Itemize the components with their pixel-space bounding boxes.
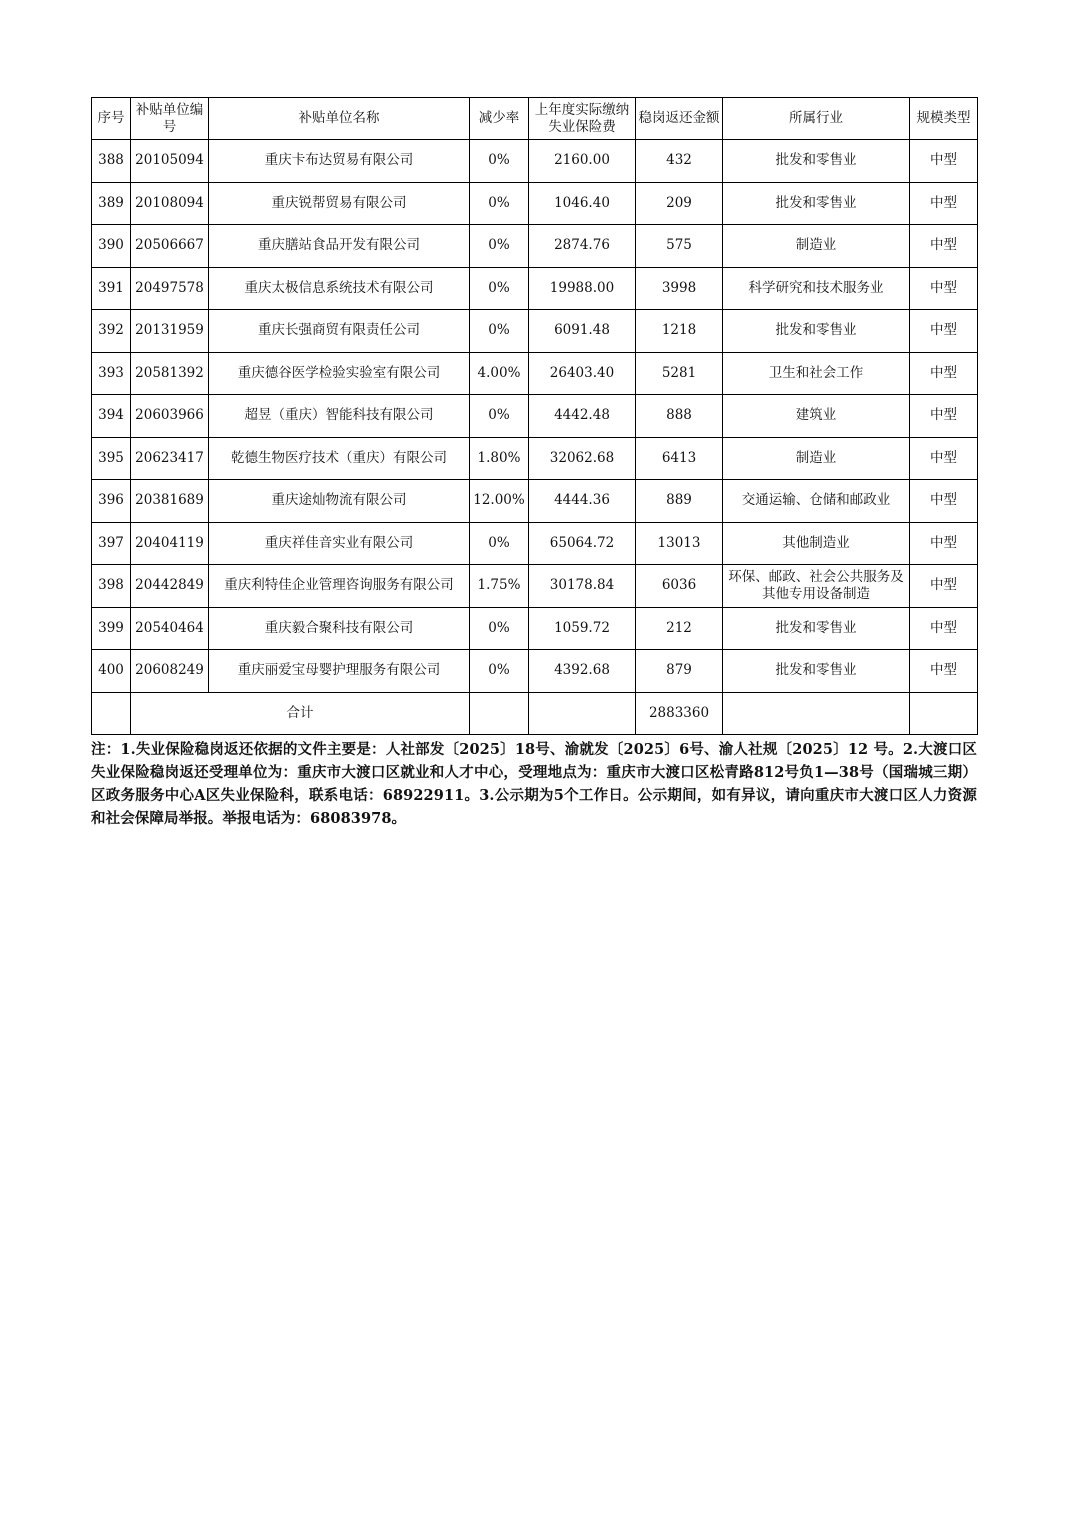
cell-scale: 中型 — [910, 395, 978, 438]
cell-name: 重庆膳站食品开发有限公司 — [209, 225, 470, 268]
table-row — [92, 310, 978, 353]
cell-scale: 中型 — [910, 225, 978, 268]
table-row — [92, 437, 978, 480]
table-row — [92, 140, 978, 183]
cell-code: 20131959 — [131, 310, 209, 353]
cell-industry: 卫生和社会工作 — [723, 352, 910, 395]
cell-name: 重庆利特佳企业管理咨询服务有限公司 — [209, 565, 470, 608]
cell-fee: 2874.76 — [529, 225, 636, 268]
cell-fee: 32062.68 — [529, 437, 636, 480]
header-amount: 稳岗返还金额 — [636, 98, 723, 140]
cell-scale: 中型 — [910, 480, 978, 523]
cell-seq: 390 — [92, 225, 131, 268]
cell-amount: 879 — [636, 650, 723, 693]
cell-industry: 其他制造业 — [723, 522, 910, 565]
table-row — [92, 225, 978, 268]
footnote: 注：1.失业保险稳岗返还依据的文件主要是：人社部发〔2025〕18号、渝就发〔2025〕6号、渝人社规〔2025〕12 号。2.大渡口区失业保险稳岗返还受理单位为：重庆市大渡口区就业和人才中心，受理地点为：重庆市大渡口区松青路812号负1—38号（国瑞城三期）区政务服务中心A区失业保险科，联系电话：68922911。3.公示期为5个工作日。公示期间，如有异议，请向重庆市大渡口区人力资源和社会保障局举报。举报电话为：68083978。 — [91, 741, 977, 827]
table-row — [92, 607, 978, 650]
cell-name: 重庆卡布达贸易有限公司 — [209, 140, 470, 183]
cell-fee: 4444.36 — [529, 480, 636, 523]
cell-amount: 6413 — [636, 437, 723, 480]
header-fee: 上年度实际缴纳失业保险费 — [529, 98, 636, 140]
table-row — [92, 565, 978, 608]
cell-fee: 6091.48 — [529, 310, 636, 353]
cell-code: 20442849 — [131, 565, 209, 608]
cell-scale: 中型 — [910, 182, 978, 225]
cell-seq: 396 — [92, 480, 131, 523]
cell-industry: 批发和零售业 — [723, 140, 910, 183]
cell-industry: 批发和零售业 — [723, 650, 910, 693]
cell-industry: 环保、邮政、社会公共服务及其他专用设备制造 — [723, 565, 910, 608]
cell-amount: 3998 — [636, 267, 723, 310]
cell-fee: 19988.00 — [529, 267, 636, 310]
cell-name: 重庆德谷医学检验实验室有限公司 — [209, 352, 470, 395]
cell-code: 20608249 — [131, 650, 209, 693]
cell-industry: 制造业 — [723, 225, 910, 268]
cell-code: 20108094 — [131, 182, 209, 225]
cell-code: 20381689 — [131, 480, 209, 523]
cell-name: 超昱（重庆）智能科技有限公司 — [209, 395, 470, 438]
cell-code: 20540464 — [131, 607, 209, 650]
cell-seq: 398 — [92, 565, 131, 608]
cell-seq: 395 — [92, 437, 131, 480]
cell-seq: 399 — [92, 607, 131, 650]
cell-seq: 388 — [92, 140, 131, 183]
cell-name: 重庆丽爱宝母婴护理服务有限公司 — [209, 650, 470, 693]
cell-fee: 26403.40 — [529, 352, 636, 395]
cell-fee: 30178.84 — [529, 565, 636, 608]
cell-seq: 389 — [92, 182, 131, 225]
cell-fee: 65064.72 — [529, 522, 636, 565]
cell-scale: 中型 — [910, 437, 978, 480]
cell-code: 20623417 — [131, 437, 209, 480]
header-scale: 规模类型 — [910, 98, 978, 140]
cell-rate: 0% — [470, 395, 529, 438]
cell-seq: 392 — [92, 310, 131, 353]
cell-name: 重庆锐帮贸易有限公司 — [209, 182, 470, 225]
cell-seq: 397 — [92, 522, 131, 565]
cell-name: 重庆途灿物流有限公司 — [209, 480, 470, 523]
header-rate: 减少率 — [470, 98, 529, 140]
cell-fee: 4392.68 — [529, 650, 636, 693]
cell-scale: 中型 — [910, 310, 978, 353]
cell-seq: 400 — [92, 650, 131, 693]
cell-name: 重庆长强商贸有限责任公司 — [209, 310, 470, 353]
cell-name: 重庆太极信息系统技术有限公司 — [209, 267, 470, 310]
total-label: 合计 — [131, 692, 470, 735]
cell-fee: 4442.48 — [529, 395, 636, 438]
table-header-row — [92, 98, 978, 140]
cell-fee: 2160.00 — [529, 140, 636, 183]
cell-scale: 中型 — [910, 522, 978, 565]
subsidy-table — [91, 97, 978, 735]
cell-industry: 批发和零售业 — [723, 310, 910, 353]
total-empty-cell — [723, 692, 910, 735]
cell-amount: 432 — [636, 140, 723, 183]
cell-scale: 中型 — [910, 607, 978, 650]
cell-scale: 中型 — [910, 352, 978, 395]
cell-code: 20603966 — [131, 395, 209, 438]
table-row — [92, 480, 978, 523]
cell-rate: 0% — [470, 267, 529, 310]
cell-rate: 4.00% — [470, 352, 529, 395]
cell-rate: 0% — [470, 140, 529, 183]
cell-amount: 212 — [636, 607, 723, 650]
cell-rate: 1.75% — [470, 565, 529, 608]
header-seq: 序号 — [92, 98, 131, 140]
total-empty-cell — [529, 692, 636, 735]
cell-code: 20581392 — [131, 352, 209, 395]
cell-rate: 0% — [470, 310, 529, 353]
total-empty-cell — [470, 692, 529, 735]
header-industry: 所属行业 — [723, 98, 910, 140]
cell-rate: 1.80% — [470, 437, 529, 480]
cell-code: 20105094 — [131, 140, 209, 183]
table-body — [92, 140, 978, 693]
cell-amount: 5281 — [636, 352, 723, 395]
cell-rate: 0% — [470, 182, 529, 225]
cell-industry: 批发和零售业 — [723, 607, 910, 650]
cell-name: 重庆毅合聚科技有限公司 — [209, 607, 470, 650]
cell-rate: 0% — [470, 650, 529, 693]
cell-amount: 209 — [636, 182, 723, 225]
cell-amount: 1218 — [636, 310, 723, 353]
cell-scale: 中型 — [910, 650, 978, 693]
table-row — [92, 650, 978, 693]
cell-name: 乾德生物医疗技术（重庆）有限公司 — [209, 437, 470, 480]
cell-amount: 13013 — [636, 522, 723, 565]
cell-code: 20497578 — [131, 267, 209, 310]
total-empty-cell — [92, 692, 131, 735]
cell-amount: 888 — [636, 395, 723, 438]
cell-scale: 中型 — [910, 140, 978, 183]
cell-amount: 6036 — [636, 565, 723, 608]
cell-code: 20404119 — [131, 522, 209, 565]
table-row — [92, 267, 978, 310]
total-amount: 2883360 — [636, 692, 723, 735]
cell-scale: 中型 — [910, 267, 978, 310]
cell-fee: 1059.72 — [529, 607, 636, 650]
total-empty-cell — [910, 692, 978, 735]
cell-rate: 0% — [470, 522, 529, 565]
cell-industry: 制造业 — [723, 437, 910, 480]
cell-seq: 391 — [92, 267, 131, 310]
table-row — [92, 352, 978, 395]
cell-seq: 393 — [92, 352, 131, 395]
cell-name: 重庆祥佳音实业有限公司 — [209, 522, 470, 565]
cell-fee: 1046.40 — [529, 182, 636, 225]
cell-scale: 中型 — [910, 565, 978, 608]
cell-industry: 建筑业 — [723, 395, 910, 438]
cell-industry: 批发和零售业 — [723, 182, 910, 225]
cell-industry: 交通运输、仓储和邮政业 — [723, 480, 910, 523]
total-row — [92, 692, 978, 735]
table-row — [92, 182, 978, 225]
cell-code: 20506667 — [131, 225, 209, 268]
cell-amount: 889 — [636, 480, 723, 523]
cell-amount: 575 — [636, 225, 723, 268]
cell-rate: 0% — [470, 607, 529, 650]
header-code: 补贴单位编号 — [131, 98, 209, 140]
table-row — [92, 522, 978, 565]
cell-rate: 12.00% — [470, 480, 529, 523]
cell-seq: 394 — [92, 395, 131, 438]
table-row — [92, 395, 978, 438]
header-name: 补贴单位名称 — [209, 98, 470, 140]
cell-rate: 0% — [470, 225, 529, 268]
cell-industry: 科学研究和技术服务业 — [723, 267, 910, 310]
